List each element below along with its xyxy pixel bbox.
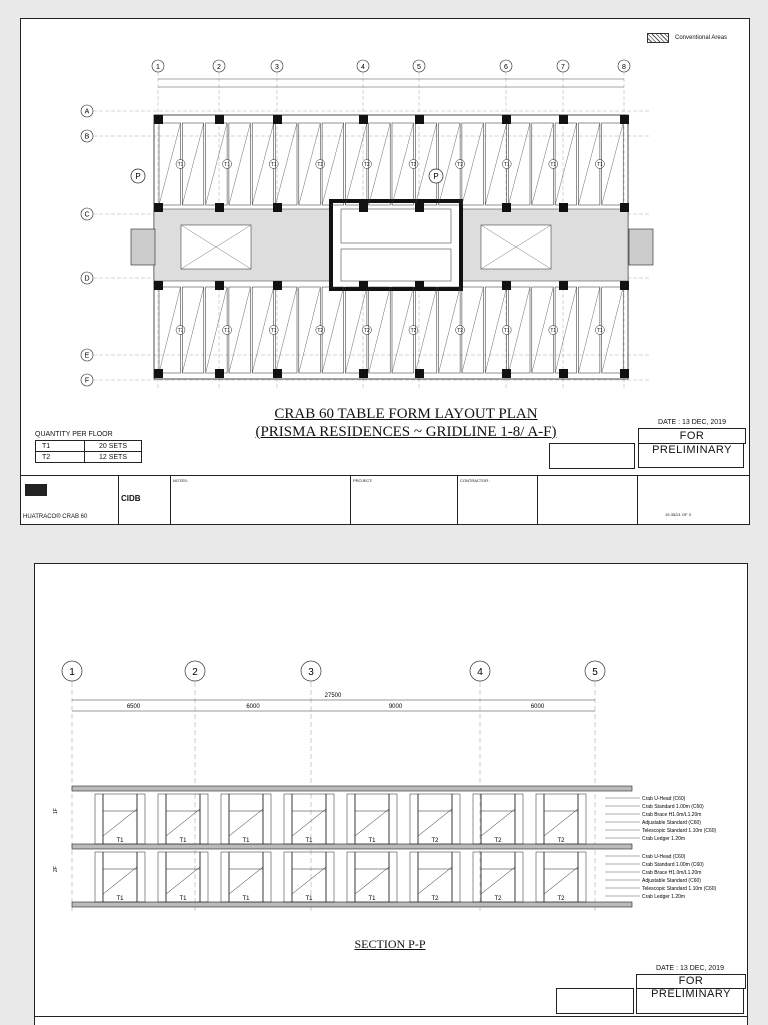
bay-label: T1 <box>368 838 376 844</box>
plan-title-line2: (PRISMA RESIDENCES ~ GRIDLINE 1-8/ A-F) <box>255 424 557 440</box>
grid-label: B <box>84 133 90 141</box>
quantity-type: T2 <box>36 452 85 463</box>
scaffold-frame <box>536 852 586 902</box>
table-tag-label: T1 <box>550 328 557 334</box>
bay-label: T1 <box>305 896 313 902</box>
grid-label: A <box>84 108 90 116</box>
bay-label: T2 <box>431 838 439 844</box>
section-sheet <box>34 563 748 1025</box>
table-tag-label: T2 <box>457 162 464 168</box>
scaffold-frame <box>221 852 271 902</box>
structural-column <box>359 281 368 290</box>
table-form-diagonal <box>509 287 531 373</box>
structural-column <box>415 115 424 124</box>
scaffold-brace <box>292 809 326 836</box>
grid-label: 2 <box>192 667 198 678</box>
table-form-diagonal <box>462 123 484 205</box>
scaffold-brace <box>229 867 263 894</box>
table-tag-label: T1 <box>596 328 603 334</box>
note-box <box>556 988 634 1014</box>
bay-label: T1 <box>368 896 376 902</box>
scaffold-frame <box>473 794 523 844</box>
structural-column <box>273 115 282 124</box>
grid-label: 7 <box>561 64 565 71</box>
table-form-diagonal <box>602 123 624 205</box>
structural-column <box>154 115 163 124</box>
bay-label: T2 <box>431 896 439 902</box>
table-form-diagonal <box>229 287 251 373</box>
scaffold-brace <box>355 809 389 836</box>
drawing-info-block <box>637 476 749 524</box>
table-tag-label: T1 <box>177 328 184 334</box>
notes-heading: NOTES: <box>173 478 188 483</box>
structural-column <box>502 203 511 212</box>
scaffold-frame <box>284 794 334 844</box>
plan-title-line1: CRAB 60 TABLE FORM LAYOUT PLAN <box>274 406 538 422</box>
table-tag-label: T1 <box>550 162 557 168</box>
grid-label: 5 <box>417 64 421 71</box>
quantity-row <box>36 441 142 452</box>
bay-label: T1 <box>305 838 313 844</box>
table-tag-label: T1 <box>224 162 231 168</box>
section-marker-label: P <box>433 172 439 181</box>
plan-date: DATE : 13 DEC, 2019 <box>658 419 726 426</box>
table-form-diagonal <box>509 123 531 205</box>
notes-block <box>170 476 351 524</box>
hatch-swatch-icon <box>647 33 669 43</box>
table-form-diagonal <box>462 287 484 373</box>
section-marker-label: P <box>135 172 141 181</box>
bay-label: T2 <box>557 896 565 902</box>
structural-column <box>559 115 568 124</box>
grid-label: 1 <box>156 64 160 71</box>
section-date: DATE : 13 DEC, 2019 <box>656 965 724 972</box>
structural-column <box>154 203 163 212</box>
structural-column <box>273 369 282 378</box>
scaffold-brace <box>103 867 137 894</box>
bay-label: T1 <box>116 896 124 902</box>
company-block <box>21 476 119 524</box>
legend-label: Conventional Areas <box>675 35 728 41</box>
scaffold-brace <box>229 809 263 836</box>
structural-column <box>415 281 424 290</box>
span-dimension: 9000 <box>388 704 403 710</box>
component-label: Telescopic Standard 1.10m (C60) <box>642 886 717 892</box>
stair-block <box>131 229 155 265</box>
floor-slab <box>72 902 632 907</box>
overall-dimension: 27500 <box>324 693 342 699</box>
table-tag-label: T1 <box>270 162 277 168</box>
cidb-logo-icon: CIDB <box>121 494 141 503</box>
component-label: Crab Ledger 1.20m <box>642 894 686 900</box>
structural-column <box>273 281 282 290</box>
preliminary-stamp: FOR PRELIMINARY <box>638 428 746 444</box>
project-block <box>350 476 458 524</box>
bay-label: T1 <box>179 896 187 902</box>
component-label: Crab U-Head (C60) <box>642 854 686 860</box>
component-label: Crab Standard 1.00m (C60) <box>642 804 704 810</box>
table-form-diagonal <box>415 123 437 205</box>
component-label: Adjustable Standard (C60) <box>642 820 701 826</box>
scaffold-frame <box>473 852 523 902</box>
bay-label: T1 <box>242 838 250 844</box>
bay-label: T1 <box>179 838 187 844</box>
legend <box>647 33 727 43</box>
quantity-count: 20 SETS <box>85 441 142 452</box>
scaffold-frame <box>158 852 208 902</box>
table-form-diagonal <box>322 123 344 205</box>
scaffold-brace <box>418 809 452 836</box>
component-label: Telescopic Standard 1.10m (C60) <box>642 828 717 834</box>
table-tag-label: T1 <box>224 328 231 334</box>
bay-label: T1 <box>116 838 124 844</box>
plan-title <box>251 405 561 441</box>
component-label: Crab Standard 1.00m (C60) <box>642 862 704 868</box>
grid-label: 6 <box>504 64 508 71</box>
table-form-diagonal <box>322 287 344 373</box>
structural-column <box>359 203 368 212</box>
core-wall <box>331 201 461 289</box>
span-dimension: 6500 <box>126 704 141 710</box>
scaffold-brace <box>544 809 578 836</box>
span-dimension: 6000 <box>530 704 545 710</box>
grid-label: 3 <box>308 667 314 678</box>
bay-label: T2 <box>557 838 565 844</box>
structural-column <box>359 369 368 378</box>
structural-column <box>273 203 282 212</box>
table-tag-label: T1 <box>596 162 603 168</box>
table-form-diagonal <box>276 287 298 373</box>
scaffold-frame <box>284 852 334 902</box>
structural-column <box>415 369 424 378</box>
preliminary-stamp: FOR PRELIMINARY <box>636 974 746 989</box>
structural-column <box>559 281 568 290</box>
grid-label: 8 <box>622 64 626 71</box>
section-drawing <box>35 564 747 1025</box>
disclaimer-box <box>636 988 744 1014</box>
quantity-count: 12 SETS <box>85 452 142 463</box>
scaffold-brace <box>355 867 389 894</box>
table-form-diagonal <box>369 287 391 373</box>
scaffold-frame <box>221 794 271 844</box>
component-label: Crab Brace H1.0m/L1.20m <box>642 812 702 818</box>
structural-column <box>559 369 568 378</box>
scaffold-brace <box>544 867 578 894</box>
scaffold-brace <box>481 867 515 894</box>
structural-column <box>620 281 629 290</box>
floor-slab <box>72 786 632 791</box>
scaffold-brace <box>481 809 515 836</box>
table-form-diagonal <box>182 123 204 205</box>
bay-label: T2 <box>494 838 502 844</box>
span-dimension: 6000 <box>246 704 260 710</box>
scaffold-frame <box>347 852 397 902</box>
component-label: Adjustable Standard (C60) <box>642 878 701 884</box>
table-form-diagonal <box>229 123 251 205</box>
table-form-diagonal <box>602 287 624 373</box>
structural-column <box>215 281 224 290</box>
quantity-type: T1 <box>36 441 85 452</box>
scaffold-frame <box>95 852 145 902</box>
grid-label: 5 <box>592 667 598 678</box>
company-name: HUATRACO® CRAB 60 <box>23 514 88 520</box>
structural-column <box>415 203 424 212</box>
table-form-diagonal <box>415 287 437 373</box>
component-label: Crab Ledger 1.20m <box>642 836 686 842</box>
grid-label: 2 <box>217 64 221 71</box>
table-form-diagonal <box>555 123 577 205</box>
structural-column <box>215 369 224 378</box>
structural-column <box>502 369 511 378</box>
level-label: 2F <box>53 866 59 872</box>
structural-column <box>154 281 163 290</box>
structural-column <box>215 203 224 212</box>
grid-label: 4 <box>477 667 483 678</box>
table-tag-label: T1 <box>503 328 510 334</box>
table-form-diagonal <box>276 123 298 205</box>
scaffold-frame <box>410 852 460 902</box>
scaffold-frame <box>536 794 586 844</box>
table-form-diagonal <box>182 287 204 373</box>
structural-column <box>559 203 568 212</box>
structural-column <box>215 115 224 124</box>
drawing-number: 19-352/1 OF 3 <box>665 512 691 517</box>
quantity-row <box>36 452 142 463</box>
scaffold-brace <box>418 867 452 894</box>
level-label: 1F <box>53 808 59 814</box>
structural-column <box>502 115 511 124</box>
bay-label: T1 <box>242 896 250 902</box>
company-logo-icon <box>25 484 47 496</box>
grid-label: D <box>84 275 90 283</box>
table-form-diagonal <box>369 123 391 205</box>
scaffold-frame <box>410 794 460 844</box>
title-block <box>21 475 749 525</box>
note-box <box>549 443 635 469</box>
layout-plan-sheet <box>20 18 750 525</box>
table-tag-label: T2 <box>363 328 370 334</box>
contractor-heading: CONTRACTOR : <box>460 478 491 483</box>
grid-label: 4 <box>361 64 365 71</box>
table-tag-label: T2 <box>410 328 417 334</box>
grid-label: C <box>84 211 90 219</box>
scaffold-frame <box>95 794 145 844</box>
table-tag-label: T1 <box>177 162 184 168</box>
table-tag-label: T2 <box>317 162 324 168</box>
structural-column <box>620 369 629 378</box>
structural-column <box>620 115 629 124</box>
table-tag-label: T1 <box>270 328 277 334</box>
quantity-heading: QUANTITY PER FLOOR <box>35 431 113 438</box>
structural-column <box>359 115 368 124</box>
grid-label: 3 <box>275 64 279 71</box>
structural-column <box>502 281 511 290</box>
cidb-block <box>118 476 171 524</box>
structural-column <box>154 369 163 378</box>
scaffold-frame <box>347 794 397 844</box>
structural-column <box>620 203 629 212</box>
bay-label: T2 <box>494 896 502 902</box>
scaffold-brace <box>166 867 200 894</box>
table-tag-label: T2 <box>457 328 464 334</box>
scaffold-frame <box>158 794 208 844</box>
component-label: Crab Brace H1.0m/L1.20m <box>642 870 702 876</box>
table-tag-label: T2 <box>317 328 324 334</box>
contractor-block <box>457 476 538 524</box>
project-heading: PROJECT: <box>353 478 373 483</box>
quantity-table <box>35 431 142 463</box>
revision-block <box>537 476 638 524</box>
scaffold-brace <box>292 867 326 894</box>
grid-label: 1 <box>69 667 75 678</box>
scaffold-brace <box>103 809 137 836</box>
table-form-diagonal <box>555 287 577 373</box>
table-tag-label: T2 <box>363 162 370 168</box>
table-tag-label: T2 <box>410 162 417 168</box>
floor-slab <box>72 844 632 849</box>
grid-label: E <box>84 352 90 360</box>
table-tag-label: T1 <box>503 162 510 168</box>
section-title: SECTION P-P <box>354 937 426 951</box>
disclaimer-box <box>638 443 744 468</box>
stair-block <box>629 229 653 265</box>
component-label: Crab U-Head (C60) <box>642 796 686 802</box>
grid-label: F <box>84 377 90 385</box>
